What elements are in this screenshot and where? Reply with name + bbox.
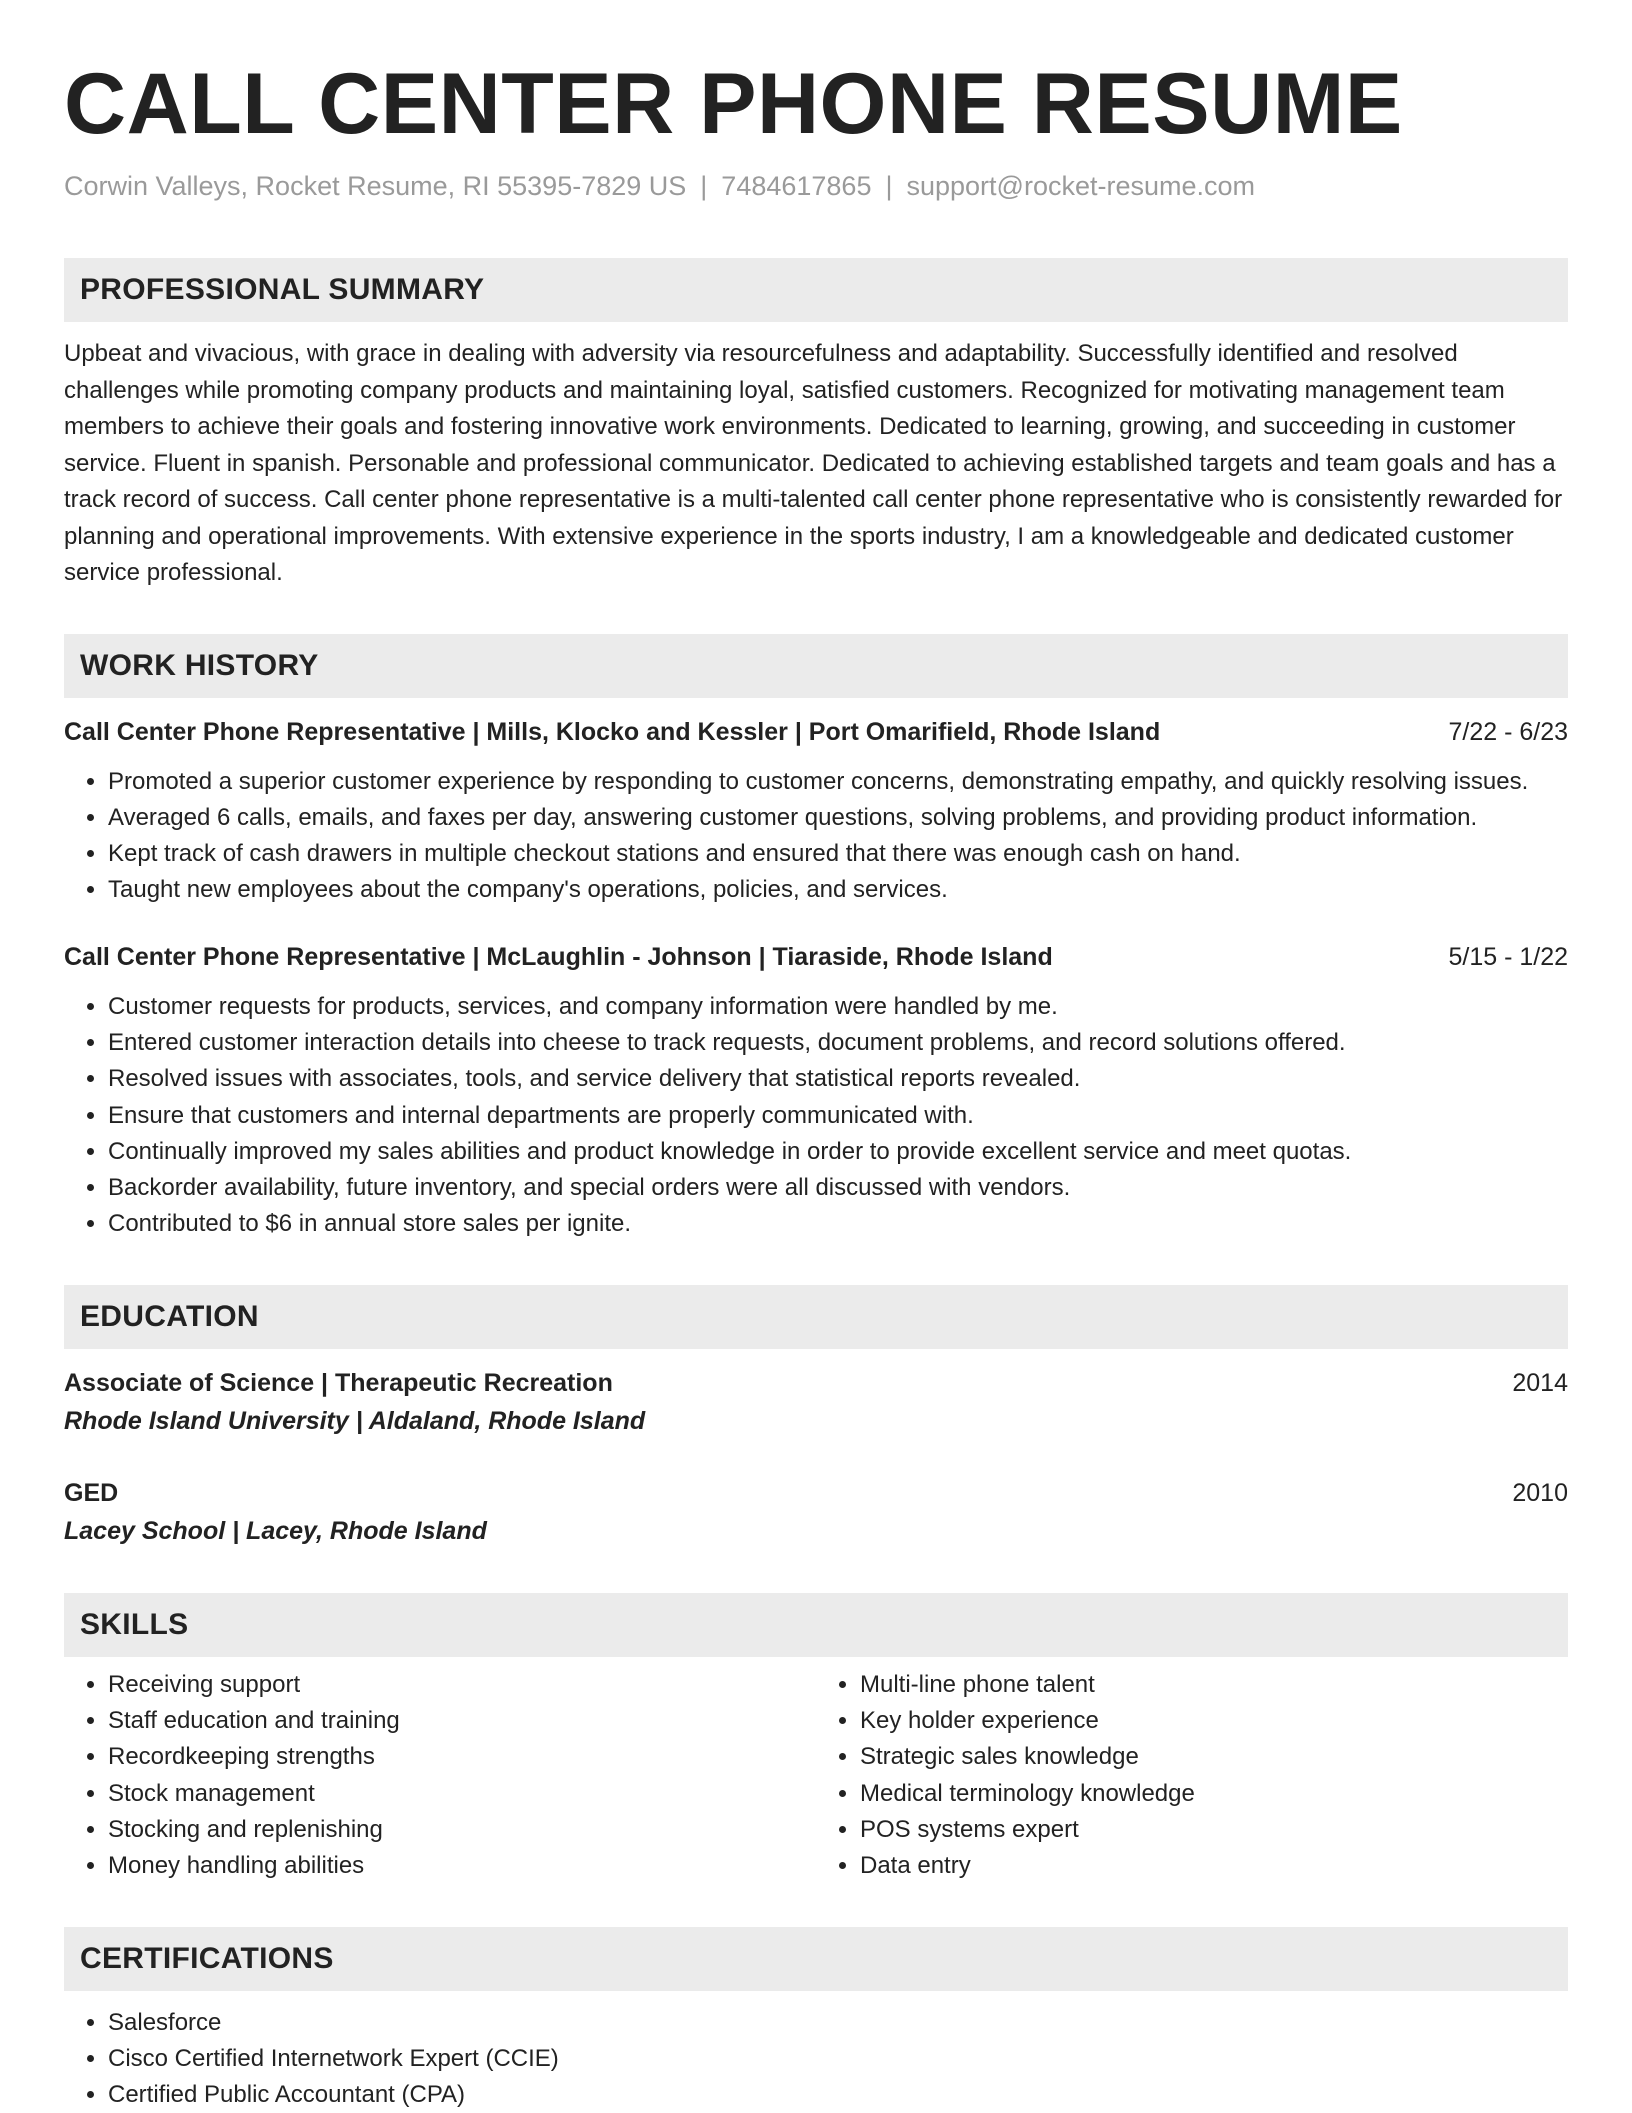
list-item: • Certified Public Accountant (CPA) bbox=[108, 2077, 1568, 2113]
list-item: • Backorder availability, future inventory, and special orders were all discussed with vendors. bbox=[108, 1170, 1568, 1206]
section-heading-education: EDUCATION bbox=[64, 1285, 1568, 1349]
job-title: Call Center Phone Representative | Mills, Klocko and Kessler | Port Omarifield, Rhode Island bbox=[64, 717, 1161, 746]
job-bullets bbox=[64, 764, 1568, 909]
contact-separator: | bbox=[700, 171, 708, 201]
list-item: • Receiving support bbox=[108, 1667, 816, 1703]
section-heading-work-history: WORK HISTORY bbox=[64, 634, 1568, 698]
list-item: • Stock management bbox=[108, 1776, 816, 1812]
contact-separator: | bbox=[885, 171, 893, 201]
skills-list bbox=[64, 1667, 1568, 1885]
education-entry bbox=[64, 1365, 1568, 1441]
list-item: • Kept track of cash drawers in multiple checkout stations and ensured that there was enough cash on hand. bbox=[108, 836, 1568, 872]
job-entry bbox=[64, 714, 1568, 909]
list-item: • Averaged 6 calls, emails, and faxes per day, answering customer questions, solving problems, and providing product information. bbox=[108, 800, 1568, 836]
list-item: • Strategic sales knowledge bbox=[860, 1739, 1568, 1775]
section-heading-skills: SKILLS bbox=[64, 1593, 1568, 1657]
job-dates: 7/22 - 6/23 bbox=[1448, 717, 1568, 746]
list-item: • Customer requests for products, services, and company information were handled by me. bbox=[108, 989, 1568, 1025]
list-item: • Staff education and training bbox=[108, 1703, 816, 1739]
education-school: Lacey School | Lacey, Rhode Island bbox=[64, 1516, 487, 1545]
list-item: • Key holder experience bbox=[860, 1703, 1568, 1739]
list-item: • Taught new employees about the company's operations, policies, and services. bbox=[108, 872, 1568, 908]
education-year: 2014 bbox=[1512, 1368, 1568, 1397]
list-item: • Continually improved my sales abilities and product knowledge in order to provide excellent service and meet quotas. bbox=[108, 1134, 1568, 1170]
education-degree: Associate of Science | Therapeutic Recreation bbox=[64, 1368, 613, 1397]
list-item: • Entered customer interaction details into cheese to track requests, document problems, and record solutions offered. bbox=[108, 1025, 1568, 1061]
job-dates: 5/15 - 1/22 bbox=[1448, 942, 1568, 971]
contact-phone: 7484617865 bbox=[721, 171, 872, 201]
section-heading-summary: PROFESSIONAL SUMMARY bbox=[64, 258, 1568, 322]
education-header bbox=[64, 1475, 1568, 1511]
resume-title: CALL CENTER PHONE RESUME bbox=[64, 56, 1403, 152]
section-heading-certifications: CERTIFICATIONS bbox=[64, 1927, 1568, 1991]
job-header bbox=[64, 714, 1568, 750]
education-school: Rhode Island University | Aldaland, Rhode Island bbox=[64, 1406, 646, 1435]
list-item: • Stocking and replenishing bbox=[108, 1812, 816, 1848]
list-item: • Promoted a superior customer experience by responding to customer concerns, demonstrating empathy, and quickly resolving issues. bbox=[108, 764, 1568, 800]
list-item: • Resolved issues with associates, tools, and service delivery that statistical reports revealed. bbox=[108, 1061, 1568, 1097]
education-header bbox=[64, 1365, 1568, 1401]
job-entry bbox=[64, 939, 1568, 1243]
skills-column-left bbox=[64, 1667, 816, 1885]
education-degree: GED bbox=[64, 1478, 119, 1507]
contact-address: Corwin Valleys, Rocket Resume, RI 55395-7829 US bbox=[64, 171, 687, 201]
job-bullets bbox=[64, 989, 1568, 1243]
list-item: • Recordkeeping strengths bbox=[108, 1739, 816, 1775]
list-item: • Data entry bbox=[860, 1848, 1568, 1884]
list-item: • Contributed to $6 in annual store sales per ignite. bbox=[108, 1206, 1568, 1242]
list-item: • Multi-line phone talent bbox=[860, 1667, 1568, 1703]
list-item: • Cisco Certified Internetwork Expert (CCIE) bbox=[108, 2041, 1568, 2077]
contact-email: support@rocket-resume.com bbox=[906, 171, 1256, 201]
education-year: 2010 bbox=[1512, 1478, 1568, 1507]
education-entry bbox=[64, 1475, 1568, 1551]
summary-text: Upbeat and vivacious, with grace in dealing with adversity via resourcefulness and adaptability. Successfully identified and resolved challenges while promoting company products and maintaining loyal, satisfied customers. Recognized for motivating management team members to achieve their goals and fostering innovative work environments. Dedicated to learning, growing, and succeeding in customer service. Fluent in spanish. Personable and professional communicator. Dedicated to achieving established targets and team goals and has a track record of success. Call center phone representative is a multi-talented call center phone representative who is consistently rewarded for planning and operational improvements. With extensive experience in the sports industry, I am a knowledgeable and dedicated customer service professional. bbox=[64, 340, 1563, 586]
list-item: • POS systems expert bbox=[860, 1812, 1568, 1848]
list-item: • Medical terminology knowledge bbox=[860, 1776, 1568, 1812]
job-title: Call Center Phone Representative | McLaughlin - Johnson | Tiaraside, Rhode Island bbox=[64, 942, 1053, 971]
contact-line bbox=[64, 166, 1568, 206]
list-item: • Money handling abilities bbox=[108, 1848, 816, 1884]
list-item: • Ensure that customers and internal departments are properly communicated with. bbox=[108, 1098, 1568, 1134]
list-item: • Salesforce bbox=[108, 2005, 1568, 2041]
certifications-list bbox=[64, 2005, 1568, 2113]
skills-column-right bbox=[816, 1667, 1568, 1885]
job-header bbox=[64, 939, 1568, 975]
